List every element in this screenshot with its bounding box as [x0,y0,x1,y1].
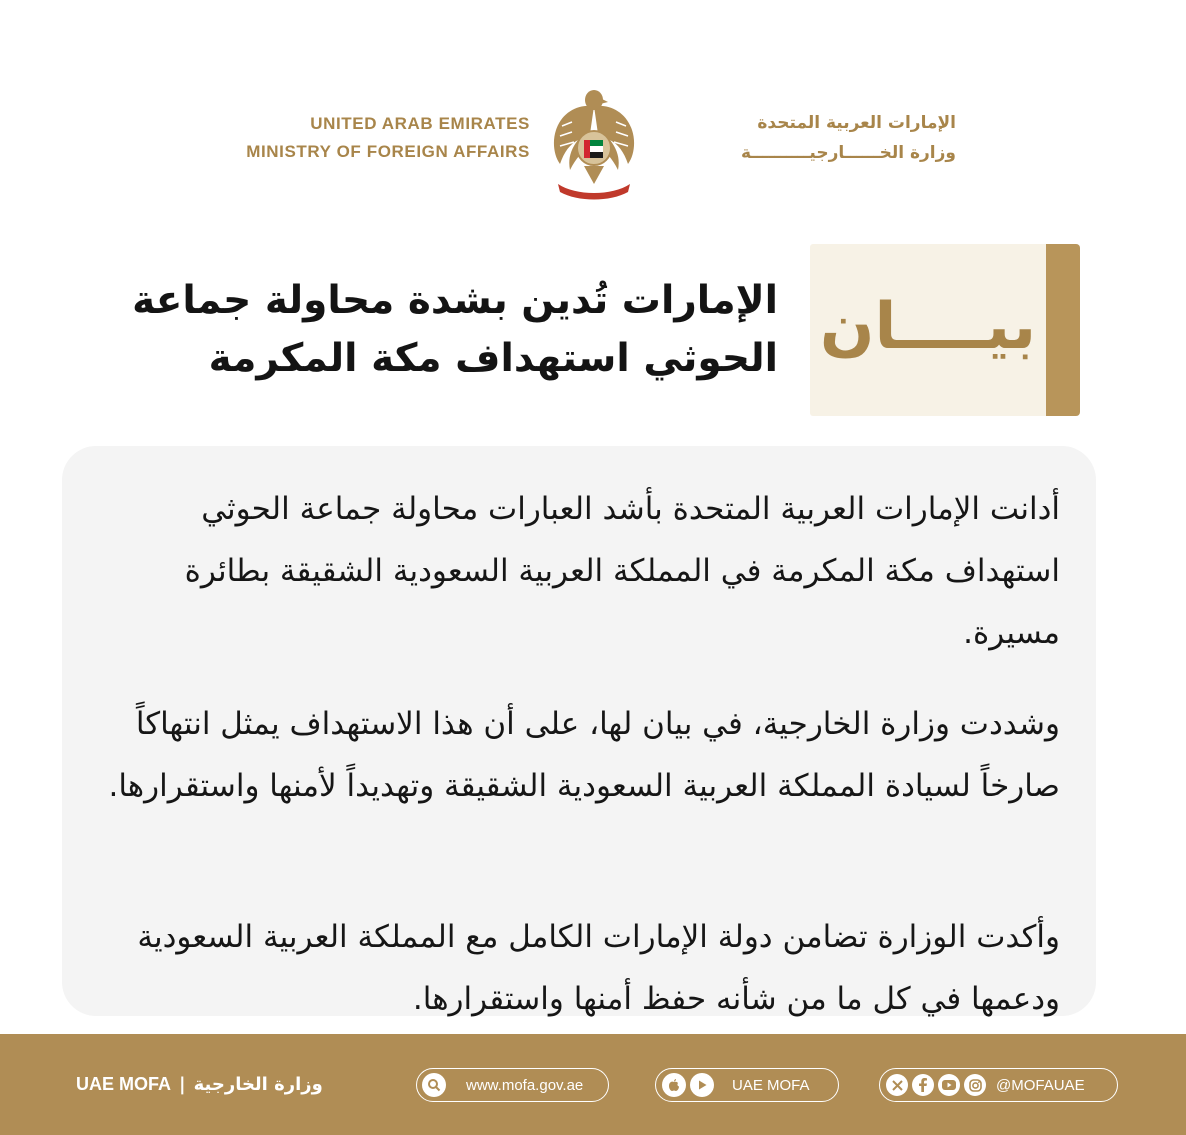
apple-icon [662,1073,686,1097]
app-store-links[interactable] [655,1068,839,1102]
uae-falcon-emblem-icon [548,86,640,206]
footer-brand [76,1072,323,1097]
website-url: www.mofa.gov.ae [466,1076,584,1094]
youtube-icon [938,1074,960,1096]
statement-accent-bar [1046,244,1080,416]
paragraph-2: وشددت وزارة الخارجية، في بيان لها، على أن هذا الاستهداف يمثل انتهاكاً صارخاً لسيادة المملكة العربية السعودية الشقيقة وتهديداً لأمنها واستقرارها. [108,706,1060,804]
ministry-en-line1: UNITED ARAB EMIRATES [310,114,530,133]
footer [0,1034,1186,1135]
facebook-icon [912,1074,934,1096]
statement-title: الإمارات تُدين بشدة محاولة جماعة الحوثي استهداف مكة المكرمة [132,278,778,381]
paragraph-3: وأكدت الوزارة تضامن دولة الإمارات الكامل مع المملكة العربية السعودية ودعمها في كل ما من شأنه حفظ أمنها واستقرارها. [137,919,1060,1017]
statement-label-box [810,244,1080,416]
paragraph-1: أدانت الإمارات العربية المتحدة بأشد العبارات محاولة جماعة الحوثي استهداف مكة المكرمة في المملكة العربية السعودية الشقيقة بطائرة مسيرة. [184,491,1060,651]
play-store-icon [690,1073,714,1097]
search-icon [422,1073,446,1097]
footer-brand-separator: | [179,1074,186,1095]
social-handle: @MOFAUAE [996,1076,1085,1094]
instagram-icon [964,1074,986,1096]
statement-label: بيــــان [819,290,1037,364]
social-links[interactable] [879,1068,1118,1102]
app-label: UAE MOFA [732,1076,810,1094]
footer-brand-ar: وزارة الخارجية [193,1074,323,1095]
header [0,80,1186,210]
website-link[interactable] [416,1068,609,1102]
ministry-ar-line1: الإمارات العربية المتحدة [757,113,956,133]
x-icon [886,1074,908,1096]
ministry-ar-line2: وزارة الخــــــارجيــــــــــة [740,143,956,163]
ministry-en-line2: MINISTRY OF FOREIGN AFFAIRS [246,142,530,161]
ministry-name-arabic [660,108,956,168]
ministry-name-english [246,110,530,166]
footer-brand-en: UAE MOFA [76,1074,172,1094]
